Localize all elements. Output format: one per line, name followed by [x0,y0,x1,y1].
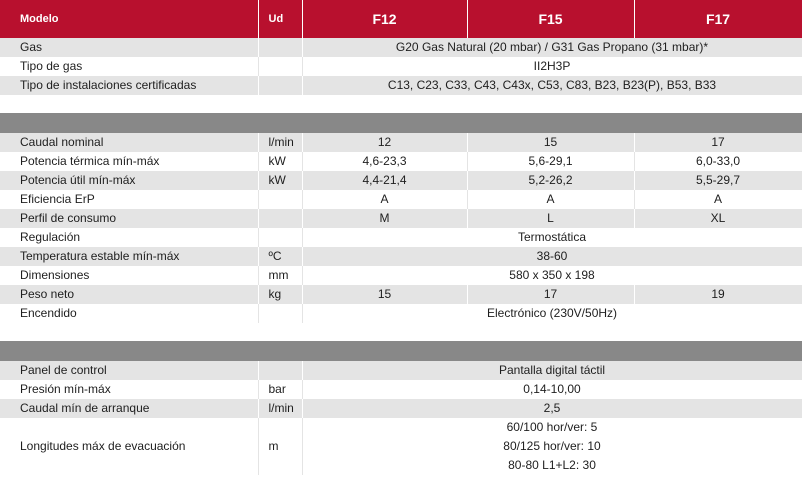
row-unit: mm [258,266,302,285]
row-label: Potencia útil mín-máx [0,171,258,190]
value-f12: 4,4-21,4 [302,171,467,190]
table-row [0,152,802,171]
row-unit [258,304,302,323]
value-f17: 5,5-29,7 [634,171,802,190]
row-label: Peso neto [0,285,258,304]
header-model-f12: F12 [302,0,467,38]
row-unit: bar [258,380,302,399]
row-value: Termostática [302,228,802,247]
row-label: Gas [0,38,258,57]
header-unit: Ud [258,0,302,38]
value-f15: 15 [467,133,634,152]
row-label: Potencia térmica mín-máx [0,152,258,171]
table-header [0,0,802,38]
table-row [0,285,802,304]
evac-line: 80-80 L1+L2: 30 [508,458,596,472]
value-f15: 5,6-29,1 [467,152,634,171]
row-label: Longitudes máx de evacuación [0,418,258,475]
table-row [0,209,802,228]
table-row [0,171,802,190]
spacer-row [0,323,802,341]
row-value: 580 x 350 x 198 [302,266,802,285]
row-unit: kg [258,285,302,304]
table-row [0,418,802,475]
value-f17: 6,0-33,0 [634,152,802,171]
row-value: 0,14-10,00 [302,380,802,399]
row-label: Regulación [0,228,258,247]
row-unit [258,228,302,247]
table-row [0,399,802,418]
row-label: Encendido [0,304,258,323]
row-unit [258,209,302,228]
row-label: Caudal mín de arranque [0,399,258,418]
row-label: Dimensiones [0,266,258,285]
table-row [0,76,802,95]
row-unit: l/min [258,399,302,418]
row-unit [258,76,302,95]
value-f17: 17 [634,133,802,152]
row-label: Perfil de consumo [0,209,258,228]
table-row [0,38,802,57]
value-f15: L [467,209,634,228]
row-label: Caudal nominal [0,133,258,152]
row-unit: l/min [258,133,302,152]
row-label: Presión mín-máx [0,380,258,399]
table-row [0,133,802,152]
value-f12: 15 [302,285,467,304]
row-unit [258,361,302,380]
table-row [0,304,802,323]
table-row [0,228,802,247]
row-unit: kW [258,171,302,190]
row-value: 2,5 [302,399,802,418]
row-value: 38-60 [302,247,802,266]
table-row [0,190,802,209]
row-label: Temperatura estable mín-máx [0,247,258,266]
spacer-row [0,95,802,113]
table-row [0,380,802,399]
row-label: Eficiencia ErP [0,190,258,209]
value-f12: 12 [302,133,467,152]
value-f15: 5,2-26,2 [467,171,634,190]
table-row [0,361,802,380]
evac-line: 60/100 hor/ver: 5 [506,420,598,434]
value-f15: A [467,190,634,209]
table-row [0,247,802,266]
value-f12: 4,6-23,3 [302,152,467,171]
row-value: G20 Gas Natural (20 mbar) / G31 Gas Propano (31 mbar)* [302,38,802,57]
header-label: Modelo [0,0,258,38]
row-value: Electrónico (230V/50Hz) [302,304,802,323]
row-unit: m [258,418,302,475]
row-unit: kW [258,152,302,171]
row-unit [258,38,302,57]
row-value [302,418,802,475]
value-f17: 19 [634,285,802,304]
row-unit [258,57,302,76]
section-separator [0,341,802,361]
row-value: II2H3P [302,57,802,76]
row-label: Tipo de instalaciones certificadas [0,76,258,95]
value-f17: XL [634,209,802,228]
row-unit: ºC [258,247,302,266]
header-model-f17: F17 [634,0,802,38]
value-f17: A [634,190,802,209]
value-f12: A [302,190,467,209]
row-label: Panel de control [0,361,258,380]
value-f15: 17 [467,285,634,304]
table-row [0,266,802,285]
row-unit [258,190,302,209]
row-label: Tipo de gas [0,57,258,76]
section-separator [0,113,802,133]
value-f12: M [302,209,467,228]
row-value: C13, C23, C33, C43, C43x, C53, C83, B23, B23(P), B53, B33 [302,76,802,95]
evac-line: 80/125 hor/ver: 10 [503,439,601,453]
table-row [0,57,802,76]
header-model-f15: F15 [467,0,634,38]
row-value: Pantalla digital táctil [302,361,802,380]
